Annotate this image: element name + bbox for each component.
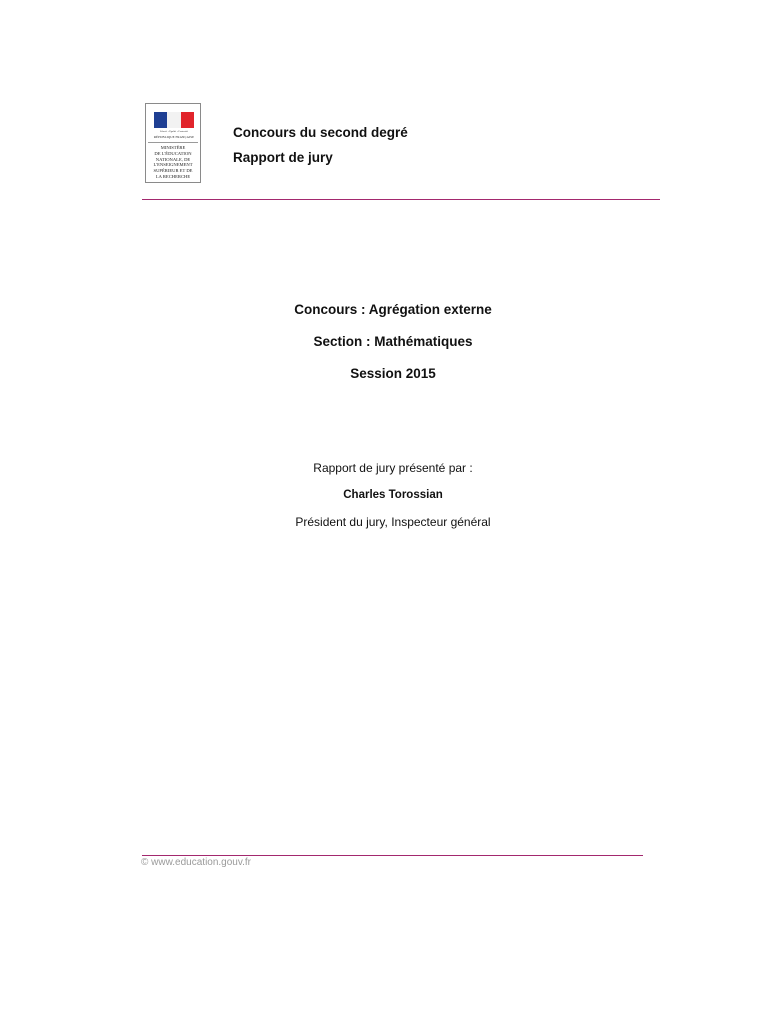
- footer-copyright: © www.education.gouv.fr: [141, 857, 252, 868]
- header-divider: [142, 199, 660, 200]
- presented-by-label: Rapport de jury présenté par :: [313, 461, 473, 475]
- logo-ministry-name: MINISTÈRE DE L'ÉDUCATION NATIONALE, DE L'ENSEIGNEMENT SUPÉRIEUR ET DE LA RECHERCHE: [153, 145, 193, 179]
- concours-title: Concours : Agrégation externe: [294, 302, 492, 317]
- section-title: Section : Mathématiques: [313, 334, 473, 349]
- footer-divider: [142, 855, 643, 856]
- logo-republique: RÉPUBLIQUE FRANÇAISE: [153, 135, 195, 139]
- french-flag-icon: [154, 112, 194, 128]
- header-document-type: Rapport de jury: [233, 150, 333, 165]
- header-concours-type: Concours du second degré: [233, 125, 408, 140]
- logo-motto: Liberté • Égalité • Fraternité: [159, 130, 189, 133]
- session-title: Session 2015: [350, 366, 436, 381]
- president-role: Président du jury, Inspecteur général: [295, 515, 491, 529]
- ministry-logo: [145, 103, 201, 183]
- president-name: Charles Torossian: [343, 489, 443, 501]
- logo-separator: [148, 142, 198, 143]
